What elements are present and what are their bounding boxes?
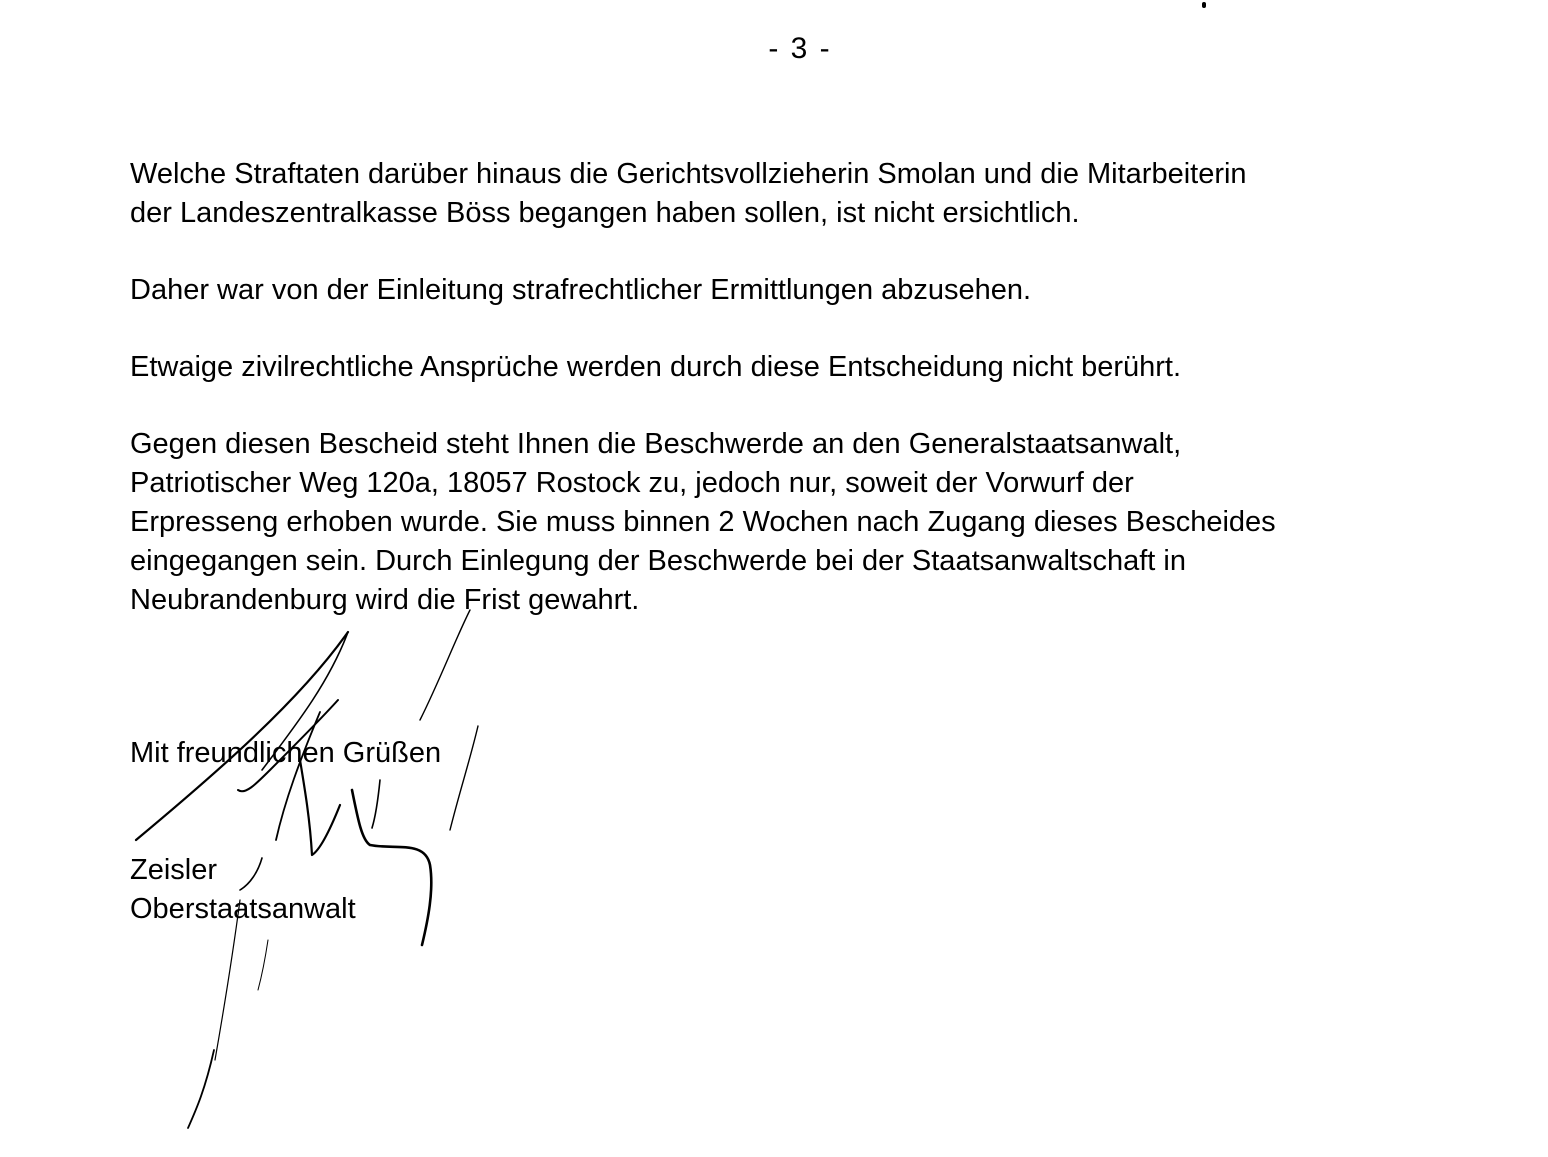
paragraph-civil-claims: Etwaige zivilrechtliche Ansprüche werden durch diese Entscheidung nicht berührt. (130, 351, 1182, 383)
closing-greeting: Mit freundlichen Grüßen (130, 737, 442, 769)
page-number: - 3 - (768, 32, 832, 65)
signer-block (130, 851, 356, 929)
paragraph-offences: Welche Straftaten darüber hinaus die Gerichtsvollzieherin Smolan und die Mitarbeiterin der Landeszentralkasse Böss begangen haben sollen, ist nicht ersichtlich. (130, 158, 1247, 229)
scan-speck (1202, 2, 1206, 8)
paragraph-appeal: Gegen diesen Bescheid steht Ihnen die Beschwerde an den Generalstaatsanwalt, Patriotischer Weg 120a, 18057 Rostock zu, jedoch nur, soweit der Vorwurf der Erpresseng erhoben wurde. Sie muss binnen 2 Wochen nach Zugang dieses Bescheides eingegangen sein. Durch Einlegung der Beschwerde bei der Staatsanwaltschaft in Neubrandenburg wird die Frist gewahrt. (130, 428, 1276, 616)
paragraph-no-investigation: Daher war von der Einleitung strafrechtlicher Ermittlungen abzusehen. (130, 274, 1032, 306)
signer-title: Oberstaatsanwalt (130, 893, 356, 925)
letter-body (130, 155, 1470, 658)
signer-name: Zeisler (130, 854, 218, 886)
